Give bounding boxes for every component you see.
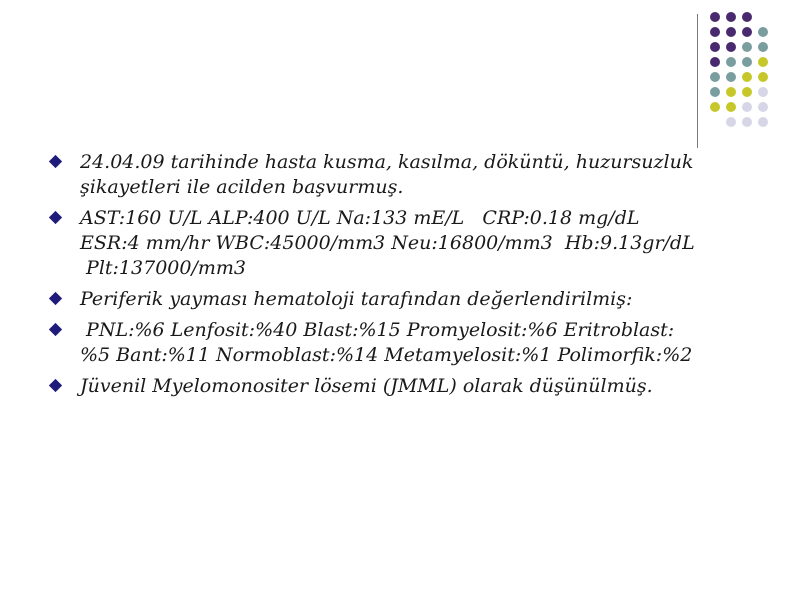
decorative-dot <box>726 87 736 97</box>
decorative-dot <box>758 42 768 52</box>
diamond-bullet-icon <box>49 211 62 224</box>
decorative-dot <box>742 57 752 67</box>
decorative-dot <box>758 57 768 67</box>
decorative-dot <box>710 27 720 37</box>
decorative-dot <box>726 102 736 112</box>
bullet-list <box>50 150 770 405</box>
decorative-dot <box>742 42 752 52</box>
decorative-dot <box>710 57 720 67</box>
bullet-item <box>50 206 770 281</box>
bullet-line: %5 Bant:%11 Normoblast:%14 Metamyelosit:%1 Polimorfik:%2 <box>80 344 693 366</box>
decorative-dot <box>742 72 752 82</box>
bullet-item <box>50 150 770 200</box>
decorative-dot-grid <box>710 12 774 126</box>
decorative-dot <box>758 27 768 37</box>
bullet-line: Periferik yayması hematoloji tarafından değerlendirilmiş: <box>80 288 633 310</box>
decorative-dot <box>710 102 720 112</box>
decorative-divider-line <box>697 14 698 148</box>
bullet-line: ESR:4 mm/hr WBC:45000/mm3 Neu:16800/mm3 Hb:9.13gr/dL <box>80 232 695 254</box>
diamond-bullet-icon <box>49 292 62 305</box>
diamond-bullet-icon <box>49 155 62 168</box>
decorative-dot <box>726 117 736 127</box>
decorative-dot <box>742 27 752 37</box>
decorative-dot <box>726 27 736 37</box>
decorative-dot <box>758 72 768 82</box>
decorative-dot <box>726 72 736 82</box>
decorative-dot <box>726 57 736 67</box>
decorative-dot <box>710 12 720 22</box>
bullet-line: Jüvenil Myelomonositer lösemi (JMML) olarak düşünülmüş. <box>80 375 653 397</box>
diamond-bullet-icon <box>49 323 62 336</box>
decorative-dot <box>726 12 736 22</box>
bullet-line: AST:160 U/L ALP:400 U/L Na:133 mE/L CRP:0.18 mg/dL <box>80 207 640 229</box>
bullet-item <box>50 287 770 312</box>
diamond-bullet-icon <box>49 379 62 392</box>
decorative-dot <box>742 12 752 22</box>
decorative-dot <box>710 72 720 82</box>
decorative-dot <box>710 42 720 52</box>
bullet-item <box>50 374 770 399</box>
decorative-dot <box>742 102 752 112</box>
decorative-dot <box>758 117 768 127</box>
decorative-dot <box>758 102 768 112</box>
bullet-line: 24.04.09 tarihinde hasta kusma, kasılma, döküntü, huzursuzluk <box>80 151 694 173</box>
bullet-line: şikayetleri ile acilden başvurmuş. <box>80 176 404 198</box>
decorative-dot <box>742 117 752 127</box>
decorative-dot <box>758 87 768 97</box>
decorative-dot <box>726 42 736 52</box>
decorative-dot <box>742 87 752 97</box>
bullet-line: Plt:137000/mm3 <box>80 257 246 279</box>
bullet-line: PNL:%6 Lenfosit:%40 Blast:%15 Promyelosit:%6 Eritroblast: <box>80 319 675 341</box>
bullet-item <box>50 318 770 368</box>
decorative-dot <box>710 87 720 97</box>
